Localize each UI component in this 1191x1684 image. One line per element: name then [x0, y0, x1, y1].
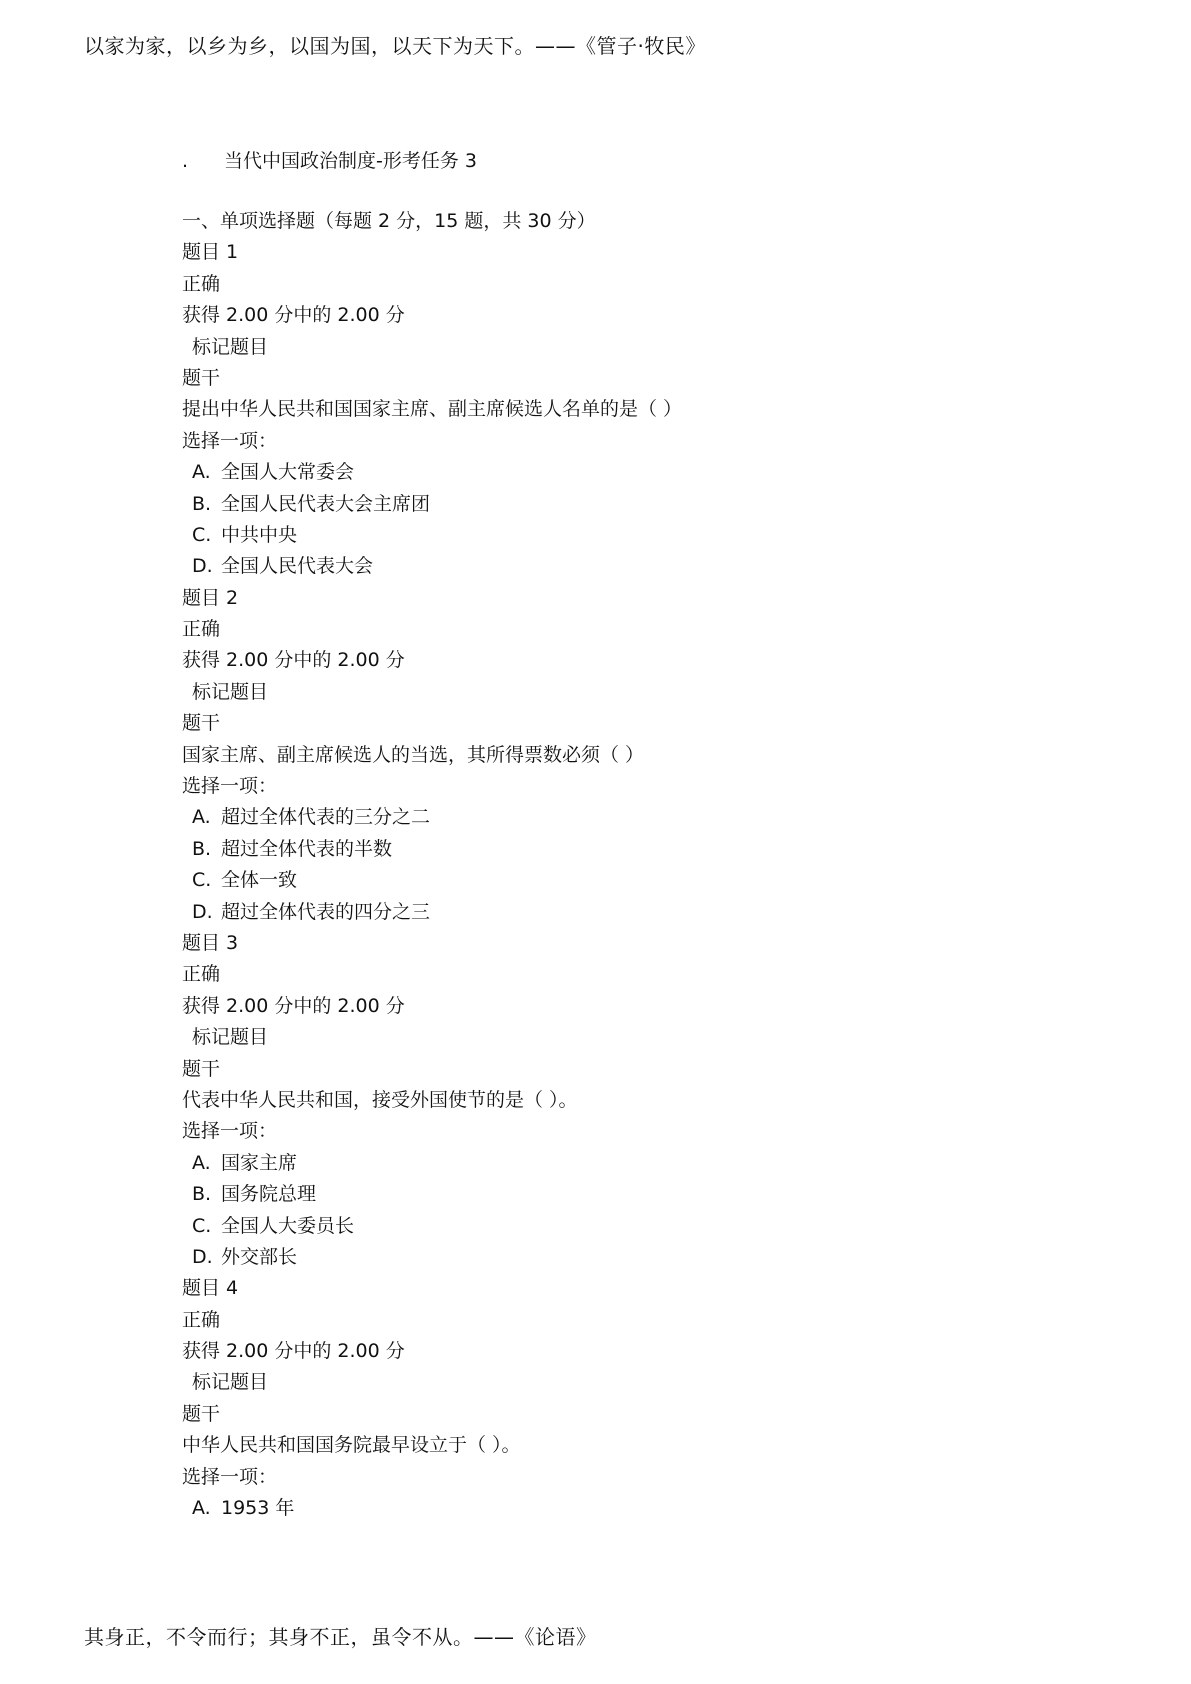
- answer-option[interactable]: [182, 802, 1082, 833]
- answer-option[interactable]: [182, 1211, 1082, 1242]
- answer-option[interactable]: [182, 551, 1082, 582]
- question-status: 正确: [182, 272, 221, 295]
- question-block: [182, 928, 1082, 1273]
- question-stem-label: 题干: [182, 712, 221, 735]
- question-status: 正确: [182, 1308, 221, 1331]
- flag-question-link[interactable]: 标记题目: [192, 335, 269, 358]
- question-score: 获得 2.00 分中的 2.00 分: [182, 994, 405, 1017]
- choice-prompt: 选择一项：: [182, 1465, 278, 1488]
- question-number: 题目 1: [182, 241, 239, 264]
- option-text: 中共中央: [221, 523, 298, 546]
- question-score: 获得 2.00 分中的 2.00 分: [182, 649, 405, 672]
- answer-option[interactable]: [182, 1148, 1082, 1179]
- option-text: 国家主席: [221, 1151, 298, 1174]
- option-text: 超过全体代表的三分之二: [221, 806, 431, 829]
- answer-option[interactable]: [182, 520, 1082, 551]
- question-number: 题目 3: [182, 931, 239, 954]
- choice-prompt: 选择一项：: [182, 775, 278, 798]
- question-list: [182, 237, 1082, 1524]
- option-letter: B.: [192, 492, 212, 515]
- option-letter: C.: [192, 1214, 212, 1237]
- question-block: [182, 583, 1082, 928]
- option-text: 1953 年: [221, 1497, 295, 1520]
- header-quote: 以家为家，以乡为乡，以国为国，以天下为天下。——《管子·牧民》: [84, 34, 706, 58]
- option-letter: C.: [192, 869, 212, 892]
- question-stem-label: 题干: [182, 1057, 221, 1080]
- question-stem: 提出中华人民共和国国家主席、副主席候选人名单的是（ ）: [182, 398, 683, 421]
- question-stem: 国家主席、副主席候选人的当选，其所得票数必须（ ）: [182, 743, 645, 766]
- footer-quote: 其身正，不令而行；其身不正，虽令不从。——《论语》: [84, 1625, 597, 1649]
- option-text: 外交部长: [221, 1245, 298, 1268]
- answer-option[interactable]: [182, 457, 1082, 488]
- question-status: 正确: [182, 963, 221, 986]
- title-text: 当代中国政治制度-形考任务 3: [224, 150, 477, 172]
- answer-option[interactable]: [182, 897, 1082, 928]
- question-status: 正确: [182, 618, 221, 641]
- option-letter: A.: [192, 461, 211, 484]
- option-text: 全国人民代表大会主席团: [221, 492, 431, 515]
- flag-question-link[interactable]: 标记题目: [192, 680, 269, 703]
- option-text: 全国人民代表大会: [221, 555, 374, 578]
- option-letter: D.: [192, 900, 213, 923]
- question-block: [182, 1273, 1082, 1524]
- option-letter: A.: [192, 1497, 211, 1520]
- title-bullet: .: [182, 150, 189, 172]
- option-letter: A.: [192, 1151, 211, 1174]
- document-body: [182, 146, 1082, 1524]
- choice-prompt: 选择一项：: [182, 429, 278, 452]
- question-stem-label: 题干: [182, 1402, 221, 1425]
- choice-prompt: 选择一项：: [182, 1120, 278, 1143]
- section-heading: 一、单项选择题（每题 2 分，15 题，共 30 分）: [182, 210, 596, 232]
- flag-question-link[interactable]: 标记题目: [192, 1026, 269, 1049]
- option-text: 超过全体代表的半数: [221, 837, 393, 860]
- option-letter: A.: [192, 806, 211, 829]
- document-title: [182, 146, 1082, 176]
- answer-option[interactable]: [182, 865, 1082, 896]
- option-letter: D.: [192, 1245, 213, 1268]
- question-number: 题目 2: [182, 586, 239, 609]
- question-block: [182, 237, 1082, 582]
- option-letter: B.: [192, 837, 212, 860]
- option-text: 国务院总理: [221, 1183, 317, 1206]
- option-text: 全体一致: [221, 869, 298, 892]
- question-score: 获得 2.00 分中的 2.00 分: [182, 304, 405, 327]
- question-stem: 中华人民共和国国务院最早设立于（ ）。: [182, 1434, 521, 1457]
- option-letter: B.: [192, 1183, 212, 1206]
- option-text: 全国人大委员长: [221, 1214, 355, 1237]
- question-stem-label: 题干: [182, 366, 221, 389]
- option-text: 超过全体代表的四分之三: [221, 900, 431, 923]
- answer-option[interactable]: [182, 1242, 1082, 1273]
- option-letter: D.: [192, 555, 213, 578]
- question-number: 题目 4: [182, 1277, 239, 1300]
- question-stem: 代表中华人民共和国，接受外国使节的是（ ）。: [182, 1088, 578, 1111]
- answer-option[interactable]: [182, 1179, 1082, 1210]
- option-text: 全国人大常委会: [221, 461, 355, 484]
- question-score: 获得 2.00 分中的 2.00 分: [182, 1340, 405, 1363]
- answer-option[interactable]: [182, 834, 1082, 865]
- flag-question-link[interactable]: 标记题目: [192, 1371, 269, 1394]
- answer-option[interactable]: [182, 1493, 1082, 1524]
- option-letter: C.: [192, 523, 212, 546]
- answer-option[interactable]: [182, 489, 1082, 520]
